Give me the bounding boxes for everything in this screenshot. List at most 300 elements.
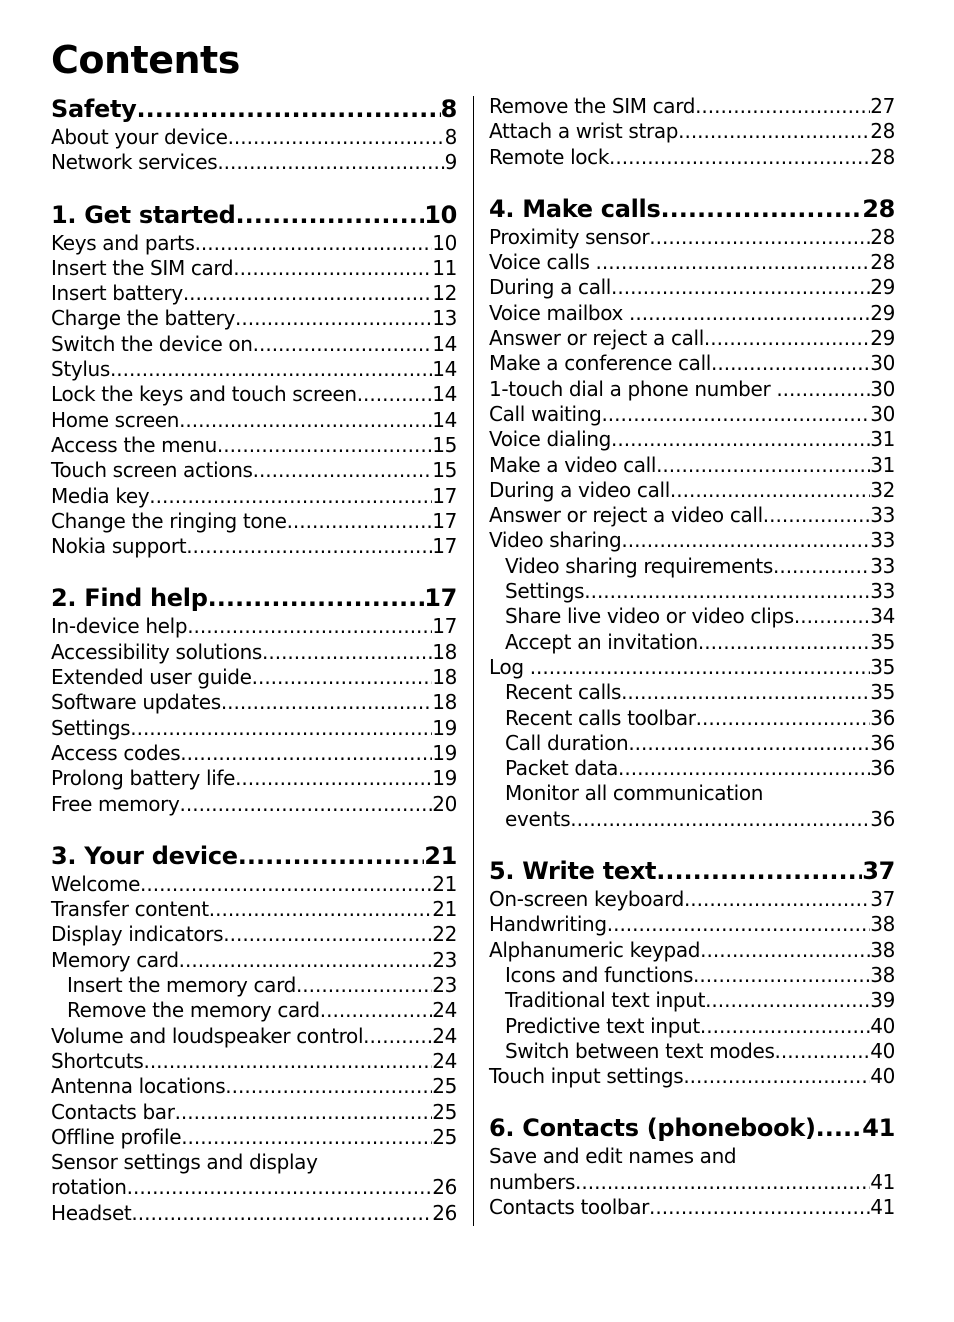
toc-entry-shortcuts[interactable]	[51, 1049, 457, 1074]
dot-leader	[140, 872, 432, 897]
toc-entry-title: On-screen keyboard	[489, 887, 684, 912]
toc-entry-title: Accept an invitation	[505, 629, 698, 654]
toc-page-number: 25	[432, 1099, 457, 1124]
dot-leader	[611, 427, 870, 452]
dot-leader	[711, 351, 870, 376]
toc-entry-make-a-conference-call[interactable]	[489, 351, 895, 376]
toc-entry-remove-the-sim-card[interactable]	[489, 94, 895, 119]
toc-section	[489, 94, 895, 170]
toc-entry-title: Lock the keys and touch screen	[51, 382, 357, 407]
toc-page-number: 39	[870, 988, 895, 1013]
toc-entry-title: Icons and functions	[505, 962, 694, 987]
toc-entry-network-services[interactable]	[51, 150, 457, 175]
toc-entry-title: 5. Write text	[489, 857, 657, 886]
toc-entry-prolong-battery-life[interactable]	[51, 766, 457, 791]
toc-page-number: 26	[432, 1200, 457, 1225]
toc-page-number: 38	[870, 912, 895, 937]
dot-leader	[611, 275, 870, 300]
toc-subentry-share-live-video-or-video-clips[interactable]	[489, 604, 895, 629]
toc-entry-title: Access the menu	[51, 432, 217, 457]
toc-entry-title: Prolong battery life	[51, 766, 236, 791]
toc-page-number: 13	[432, 306, 457, 331]
toc-page-number: 28	[862, 194, 895, 223]
dot-leader	[656, 856, 862, 887]
dot-leader	[700, 938, 870, 963]
toc-page-number: 30	[870, 376, 895, 401]
toc-entry-log[interactable]	[489, 655, 895, 680]
toc-entry-title: Display indicators	[51, 922, 224, 947]
toc-subentry-icons-and-functions[interactable]	[489, 963, 895, 988]
toc-entry-title: Share live video or video clips	[505, 604, 794, 629]
dot-leader	[695, 94, 870, 119]
toc-entry-title: Proximity sensor	[489, 224, 650, 249]
dot-leader	[143, 1049, 432, 1074]
toc-entry-touch-input-settings[interactable]	[489, 1064, 895, 1089]
toc-entry-title: numbers	[489, 1169, 576, 1194]
toc-entry-on-screen-keyboard[interactable]	[489, 887, 895, 912]
toc-entry-call-waiting[interactable]	[489, 402, 895, 427]
toc-entry-media-key[interactable]	[51, 484, 457, 509]
dot-leader	[794, 604, 870, 629]
dot-leader	[253, 332, 433, 357]
toc-entry-title: rotation	[51, 1175, 127, 1200]
dot-leader	[683, 1064, 870, 1089]
dot-leader	[228, 125, 445, 150]
toc-entry-answer-or-reject-a-video-call[interactable]	[489, 503, 895, 528]
dot-leader	[235, 306, 432, 331]
dot-leader	[816, 1113, 863, 1144]
toc-entry-title: Settings	[51, 715, 131, 740]
toc-entry-headset[interactable]	[51, 1201, 457, 1226]
toc-page-number: 17	[424, 584, 457, 613]
toc-entry-title: During a call	[489, 275, 612, 300]
toc-entry-save-and-edit-names-and[interactable]	[489, 1144, 895, 1169]
toc-subentry-settings[interactable]	[489, 579, 895, 604]
dot-leader	[684, 887, 870, 912]
toc-entry-nokia-support[interactable]	[51, 534, 457, 559]
toc-entry-charge-the-battery[interactable]	[51, 306, 457, 331]
dot-leader	[208, 583, 425, 614]
toc-page-number: 9	[444, 150, 457, 175]
toc-entry-during-a-video-call[interactable]	[489, 478, 895, 503]
dot-leader	[705, 988, 870, 1013]
toc-page-number: 29	[870, 300, 895, 325]
toc-entry-title: Nokia support	[51, 534, 187, 559]
toc-entry-title: Charge the battery	[51, 306, 236, 331]
toc-entry-title: During a video call	[489, 477, 670, 502]
toc-entry-remote-lock[interactable]	[489, 145, 895, 170]
toc-page-number: 18	[432, 665, 457, 690]
toc-page-number: 25	[432, 1124, 457, 1149]
toc-page-number: 37	[870, 887, 895, 912]
toc-entry-software-updates[interactable]	[51, 690, 457, 715]
toc-entry-title: Keys and parts	[51, 230, 195, 255]
dot-leader	[601, 402, 870, 427]
toc-heading-2-find-help[interactable]	[51, 583, 457, 614]
dot-leader	[363, 1024, 432, 1049]
toc-entry-title: Access codes	[51, 740, 181, 765]
dot-leader	[195, 231, 433, 256]
toc-entry-rotation[interactable]	[51, 1175, 457, 1200]
toc-entry-title: Welcome	[51, 871, 141, 896]
toc-entry-title: Make a video call	[489, 452, 657, 477]
toc-entry-memory-card[interactable]	[51, 948, 457, 973]
toc-entry-sensor-settings-and-display[interactable]	[51, 1150, 457, 1175]
toc-entry-title: Remove the SIM card	[489, 94, 696, 118]
toc-entry-title: Stylus	[51, 357, 110, 382]
toc-page-number: 12	[432, 281, 457, 306]
toc-entry-title: Antenna locations	[51, 1074, 226, 1099]
toc-page-number: 19	[432, 715, 457, 740]
toc-heading-1-get-started[interactable]	[51, 200, 457, 231]
toc-entry-during-a-call[interactable]	[489, 275, 895, 300]
toc-page-number: 36	[870, 806, 895, 831]
dot-leader	[175, 1100, 433, 1125]
toc-page-number: 20	[432, 791, 457, 816]
toc-entry-proximity-sensor[interactable]	[489, 225, 895, 250]
toc-subentry-accept-an-invitation[interactable]	[489, 630, 895, 655]
toc-page-number: 24	[432, 1023, 457, 1048]
dot-leader	[621, 528, 870, 553]
toc-page-number: 38	[870, 962, 895, 987]
toc-page-number: 24	[432, 998, 457, 1023]
dot-leader	[575, 1170, 870, 1195]
toc-heading-4-make-calls[interactable]	[489, 194, 895, 225]
toc-entry-title: Handwriting	[489, 912, 607, 937]
toc-entry-title: Call duration	[505, 730, 629, 755]
toc-page-number: 19	[432, 740, 457, 765]
toc-page-number: 41	[870, 1169, 895, 1194]
toc-page-number: 28	[870, 250, 895, 275]
toc-entry-welcome[interactable]	[51, 872, 457, 897]
dot-leader	[607, 912, 871, 937]
toc-subentry-recent-calls-toolbar[interactable]	[489, 706, 895, 731]
toc-page-number: 28	[870, 144, 895, 169]
toc-entry-title: About your device	[51, 125, 228, 149]
toc-entry-title: Transfer content	[51, 897, 209, 922]
toc-page-number: 17	[432, 483, 457, 508]
toc-page-number: 33	[870, 528, 895, 553]
toc-entry-title: 1. Get started	[51, 200, 236, 229]
toc-page-number: 29	[870, 326, 895, 351]
toc-section	[489, 1113, 895, 1220]
toc-entry-title: Switch the device on	[51, 331, 253, 356]
toc-page-number: 31	[870, 452, 895, 477]
dot-leader	[233, 256, 432, 281]
toc-entry-title: Voice dialing	[489, 427, 612, 452]
toc-page-number: 23	[432, 973, 457, 998]
toc-page-number: 35	[870, 654, 895, 679]
toc-entry-attach-a-wrist-strap[interactable]	[489, 119, 895, 144]
dot-leader	[296, 973, 432, 998]
toc-page-number: 31	[870, 427, 895, 452]
toc-entry-answer-or-reject-a-call[interactable]	[489, 326, 895, 351]
toc-entry-1-touch-dial-a-phone-number[interactable]	[489, 377, 895, 402]
toc-entry-stylus[interactable]	[51, 357, 457, 382]
toc-page-number: 35	[870, 629, 895, 654]
dot-leader	[236, 200, 425, 231]
dot-leader	[149, 484, 432, 509]
toc-page-number: 26	[432, 1175, 457, 1200]
toc-page-number: 35	[870, 680, 895, 705]
dot-leader	[287, 509, 433, 534]
toc-page-number: 18	[432, 639, 457, 664]
dot-leader	[130, 716, 432, 741]
toc-page-number: 19	[432, 766, 457, 791]
toc-entry-voice-dialing[interactable]	[489, 427, 895, 452]
toc-entry-title: Traditional text input	[505, 988, 706, 1013]
dot-leader	[596, 250, 871, 275]
dot-leader	[656, 453, 870, 478]
toc-page-number: 17	[432, 534, 457, 559]
toc-page-number: 30	[870, 351, 895, 376]
toc-entry-title: Safety	[51, 95, 137, 123]
toc-entry-title: Free memory	[51, 791, 180, 816]
toc-entry-accessibility-solutions[interactable]	[51, 640, 457, 665]
toc-page-number: 37	[862, 857, 895, 886]
toc-section	[51, 841, 457, 1226]
toc-entry-title: Home screen	[51, 407, 180, 432]
toc-entry-title: events	[505, 806, 571, 831]
toc-column-left	[51, 94, 457, 1250]
dot-leader	[131, 1201, 432, 1226]
toc-entry-title: Call waiting	[489, 401, 602, 426]
toc-entry-about-your-device[interactable]	[51, 125, 457, 150]
toc-subentry-monitor-all-communication[interactable]	[489, 781, 895, 806]
dot-leader	[700, 1014, 870, 1039]
toc-entry-title: 2. Find help	[51, 584, 208, 613]
toc-section	[51, 583, 457, 816]
toc-entry-keys-and-parts[interactable]	[51, 231, 457, 256]
toc-entry-title: Recent calls	[505, 680, 622, 705]
toc-subentry-events[interactable]	[489, 807, 895, 832]
dot-leader	[225, 1074, 432, 1099]
toc-entry-alphanumeric-keypad[interactable]	[489, 938, 895, 963]
toc-subentry-remove-the-memory-card[interactable]	[51, 998, 457, 1023]
toc-entry-change-the-ringing-tone[interactable]	[51, 509, 457, 534]
toc-entry-title: Remote lock	[489, 144, 610, 169]
toc-section	[51, 200, 457, 560]
toc-entry-transfer-content[interactable]	[51, 897, 457, 922]
toc-entry-settings[interactable]	[51, 716, 457, 741]
toc-page-number: 10	[432, 230, 457, 255]
toc-entry-title: Insert the SIM card	[51, 255, 234, 280]
dot-leader	[223, 922, 432, 947]
toc-subentry-insert-the-memory-card[interactable]	[51, 973, 457, 998]
dot-leader	[584, 579, 870, 604]
dot-leader	[776, 377, 870, 402]
dot-leader	[649, 1195, 870, 1220]
toc-page-number: 32	[870, 477, 895, 502]
toc-entry-handwriting[interactable]	[489, 912, 895, 937]
toc-page-number: 8	[440, 95, 457, 123]
toc-page-number: 14	[432, 382, 457, 407]
dot-leader	[252, 665, 433, 690]
toc-entry-voice-calls[interactable]	[489, 250, 895, 275]
toc-entry-title: 1-touch dial a phone number	[489, 376, 777, 401]
toc-page-number: 33	[870, 503, 895, 528]
toc-entry-title: Packet data	[505, 756, 618, 781]
toc-heading-5-write-text[interactable]	[489, 856, 895, 887]
toc-entry-title: Extended user guide	[51, 665, 252, 690]
toc-entry-title: Network services	[51, 150, 218, 175]
toc-subentry-recent-calls[interactable]	[489, 680, 895, 705]
toc-entry-video-sharing[interactable]	[489, 528, 895, 553]
toc-page-number: 40	[870, 1013, 895, 1038]
toc-entry-contacts-bar[interactable]	[51, 1100, 457, 1125]
toc-page-number: 23	[432, 947, 457, 972]
toc-page-number: 40	[870, 1038, 895, 1063]
dot-leader	[180, 792, 433, 817]
dot-leader	[221, 690, 432, 715]
toc-entry-title: Touch input settings	[489, 1064, 684, 1089]
toc-page-number: 15	[432, 432, 457, 457]
toc-column-right	[489, 94, 895, 1244]
dot-leader	[629, 301, 870, 326]
toc-entry-title: Accessibility solutions	[51, 639, 262, 664]
toc-page-number: 36	[870, 705, 895, 730]
toc-subentry-predictive-text-input[interactable]	[489, 1014, 895, 1039]
toc-page-number: 38	[870, 937, 895, 962]
toc-entry-contacts-toolbar[interactable]	[489, 1195, 895, 1220]
toc-entry-insert-the-sim-card[interactable]	[51, 256, 457, 281]
toc-entry-title: Log	[489, 654, 530, 679]
toc-entry-touch-screen-actions[interactable]	[51, 458, 457, 483]
toc-page-number: 22	[432, 922, 457, 947]
toc-entry-title: 6. Contacts (phonebook)	[489, 1114, 816, 1143]
dot-leader	[238, 841, 424, 872]
toc-page-number: 8	[444, 125, 457, 149]
toc-entry-title: Contacts bar	[51, 1099, 175, 1124]
toc-entry-lock-the-keys-and-touch-screen[interactable]	[51, 382, 457, 407]
dot-leader	[187, 614, 432, 639]
toc-subentry-call-duration[interactable]	[489, 731, 895, 756]
toc-entry-title: Switch between text modes	[505, 1038, 775, 1063]
toc-entry-insert-battery[interactable]	[51, 281, 457, 306]
dot-leader	[660, 194, 862, 225]
toc-page-number: 25	[432, 1074, 457, 1099]
toc-page-number: 28	[870, 119, 895, 144]
toc-page-number: 24	[432, 1048, 457, 1073]
toc-entry-access-the-menu[interactable]	[51, 433, 457, 458]
dot-leader	[183, 281, 432, 306]
toc-page-number: 21	[432, 897, 457, 922]
toc-subentry-traditional-text-input[interactable]	[489, 988, 895, 1013]
toc-entry-in-device-help[interactable]	[51, 614, 457, 639]
dot-leader	[530, 655, 871, 680]
toc-page-number: 10	[424, 200, 457, 229]
dot-leader	[357, 382, 433, 407]
dot-leader	[217, 433, 432, 458]
toc-heading-3-your-device[interactable]	[51, 841, 457, 872]
dot-leader	[628, 731, 870, 756]
toc-entry-display-indicators[interactable]	[51, 922, 457, 947]
dot-leader	[127, 1175, 433, 1200]
toc-entry-title: Media key	[51, 483, 150, 508]
dot-leader	[180, 741, 432, 766]
toc-page-number: 21	[424, 841, 457, 870]
toc-entry-free-memory[interactable]	[51, 792, 457, 817]
dot-leader	[704, 326, 870, 351]
toc-subentry-video-sharing-requirements[interactable]	[489, 554, 895, 579]
toc-page-number: 41	[870, 1194, 895, 1219]
toc-heading-safety[interactable]	[51, 94, 457, 125]
toc-entry-title: Voice calls	[489, 250, 596, 275]
toc-entry-title: Recent calls toolbar	[505, 705, 696, 730]
toc-page-number: 14	[432, 357, 457, 382]
toc-entry-numbers[interactable]	[489, 1170, 895, 1195]
toc-entry-title: Volume and loudspeaker control	[51, 1023, 364, 1048]
dot-leader	[209, 897, 433, 922]
toc-subentry-packet-data[interactable]	[489, 756, 895, 781]
toc-page-number: 14	[432, 331, 457, 356]
toc-entry-title: Settings	[505, 579, 585, 604]
toc-entry-make-a-video-call[interactable]	[489, 453, 895, 478]
toc-page-number: 40	[870, 1064, 895, 1089]
dot-leader	[262, 640, 432, 665]
toc-entry-title: Make a conference call	[489, 351, 711, 376]
toc-entry-title: Monitor all communication	[505, 781, 764, 806]
toc-entry-volume-and-loudspeaker-control[interactable]	[51, 1024, 457, 1049]
toc-entry-title: Attach a wrist strap	[489, 119, 679, 144]
toc-entry-title: Software updates	[51, 690, 221, 715]
toc-entry-title: Insert the memory card	[67, 973, 296, 998]
toc-entry-title: Memory card	[51, 947, 179, 972]
toc-page-number: 11	[432, 255, 457, 280]
toc-entry-title: Touch screen actions	[51, 458, 253, 483]
dot-leader	[609, 145, 870, 170]
toc-heading-6-contacts-phonebook[interactable]	[489, 1113, 895, 1144]
toc-entry-title: Change the ringing tone	[51, 508, 287, 533]
dot-leader	[570, 807, 870, 832]
column-divider	[473, 96, 474, 1226]
toc-page-number: 21	[432, 871, 457, 896]
dot-leader	[678, 119, 870, 144]
dot-leader	[179, 948, 433, 973]
toc-entry-title: Offline profile	[51, 1124, 182, 1149]
toc-page-number: 18	[432, 690, 457, 715]
toc-page-number: 27	[870, 94, 895, 118]
dot-leader	[693, 963, 870, 988]
toc-subentry-switch-between-text-modes[interactable]	[489, 1039, 895, 1064]
toc-entry-title: Answer or reject a video call	[489, 503, 763, 528]
toc-section	[489, 194, 895, 832]
toc-entry-access-codes[interactable]	[51, 741, 457, 766]
toc-entry-extended-user-guide[interactable]	[51, 665, 457, 690]
dot-leader	[649, 225, 870, 250]
toc-entry-title: Shortcuts	[51, 1048, 144, 1073]
toc-entry-switch-the-device-on[interactable]	[51, 332, 457, 357]
dot-leader	[110, 357, 432, 382]
toc-entry-home-screen[interactable]	[51, 408, 457, 433]
toc-page-number: 15	[432, 458, 457, 483]
dot-leader	[696, 706, 871, 731]
toc-page-number: 36	[870, 730, 895, 755]
dot-leader	[775, 1039, 871, 1064]
toc-entry-title: In-device help	[51, 614, 188, 639]
toc-entry-voice-mailbox[interactable]	[489, 301, 895, 326]
toc-entry-offline-profile[interactable]	[51, 1125, 457, 1150]
toc-entry-title: Video sharing	[489, 528, 622, 553]
dot-leader	[217, 150, 444, 175]
dot-leader	[618, 756, 870, 781]
toc-entry-title: Save and edit names and	[489, 1144, 737, 1169]
toc-entry-antenna-locations[interactable]	[51, 1074, 457, 1099]
toc-entry-title: Sensor settings and display	[51, 1150, 318, 1175]
toc-entry-title: 3. Your device	[51, 841, 238, 870]
dot-leader	[670, 478, 870, 503]
dot-leader	[698, 630, 870, 655]
